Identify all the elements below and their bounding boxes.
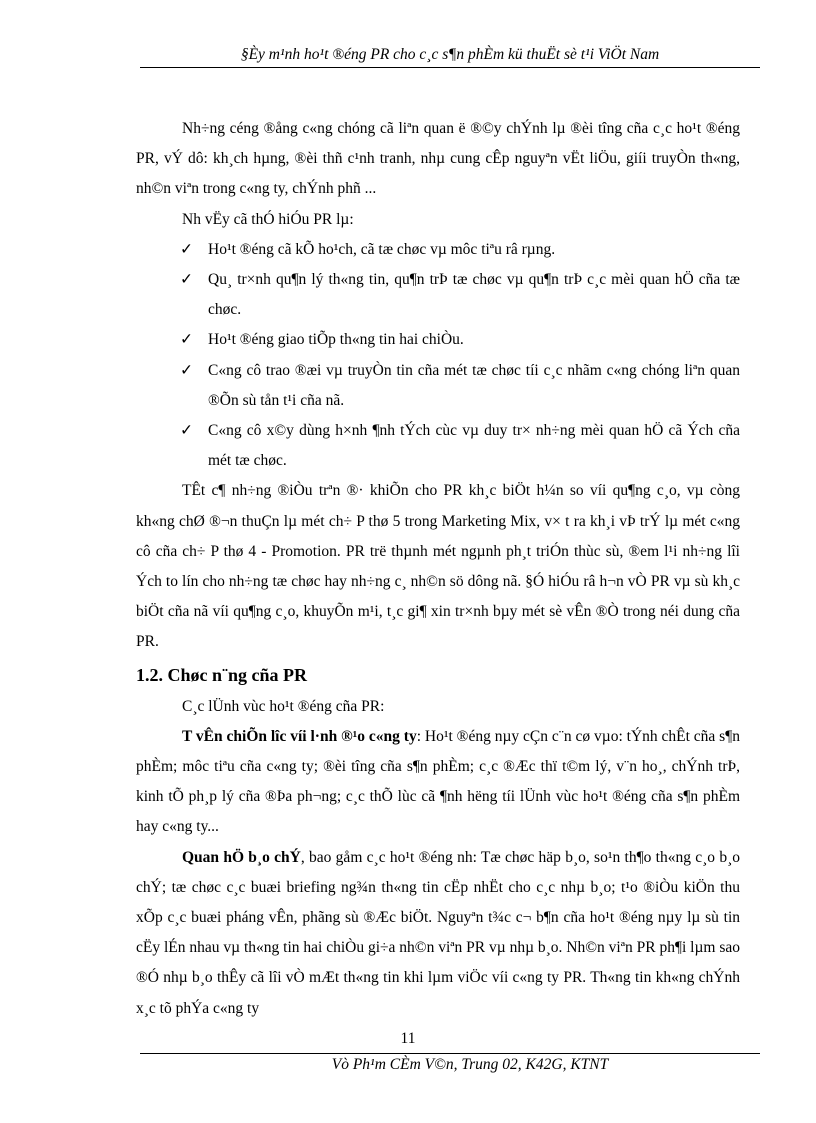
list-item-text: C«ng cô x©y dùng h×nh ¶nh tÝch cùc vµ duy tr× nh÷ng mèi quan hÖ cã Ých cña mét tæ chøc. [208, 422, 740, 470]
paragraph: TÊt c¶ nh÷ng ®iÒu trªn ®· khiÕn cho PR kh¸c biÖt h¼n so víi qu¶ng c¸o, vµ còng kh«ng chØ ®¬n thuÇn lµ mét ch÷ P thø 5 trong Marketing Mix, v× t ra kh¸i vÞ trÝ lµ mét c«ng cô cña ch÷ P thø 4 - Promotion. PR trë thµnh mét ngµnh ph¸t triÓn thùc sù, ®em l¹i nh÷ng lîi Ých to lín cho nh÷ng tæ chøc hay nh÷ng c¸ nh©n sö dông nã. §Ó hiÓu râ h¬n vÒ PR vµ sù kh¸c biÖt cña nã víi qu¶ng c¸o, khuyÕn m¹i, t¸c gi¶ xin tr×nh bµy mét sè vÊn ®Ò trong néi dung cña PR. [136, 482, 740, 651]
list-item-text: Qu¸ tr×nh qu¶n lý th«ng tin, qu¶n trÞ tæ chøc vµ qu¶n trÞ c¸c mèi quan hÖ cña tæ chøc. [208, 271, 740, 319]
list-item [180, 416, 740, 476]
list-item [180, 235, 740, 265]
bold-term: Quan hÖ b¸o chÝ [182, 848, 301, 866]
list-item [180, 265, 740, 325]
paragraph [136, 843, 740, 1024]
footer-rule [140, 1053, 760, 1054]
paragraph-text: , bao gåm c¸c ho¹t ®éng nh: Tæ chøc häp b¸o, so¹n th¶o th«ng c¸o b¸o chÝ; tæ chøc c¸c buæi briefing ng¾n th«ng tin cËp nhËt cho c¸c nhµ b¸o; t¹o ®iÒu kiÖn thu xÕp c¸c buæi pháng vÊn, phãng sù ®Æc biÖt. Nguyªn t¾c c¬ b¶n cña ho¹t ®éng nµy lµ sù tin cËy lÉn nhau vµ th«ng tin hai chiÒu gi÷a nh©n viªn PR vµ nhµ b¸o. Nh©n viªn PR ph¶i lµm sao ®Ó nhµ b¸o thÊy cã lîi vÒ mÆt th«ng tin khi lµm viÖc víi c«ng ty PR. Th«ng tin kh«ng chÝnh x¸c tõ phÝa c«ng ty [136, 848, 741, 1017]
paragraph: Nh÷ng céng ®ång c«ng chóng cã liªn quan ë ®©y chÝnh lµ ®èi tîng cña c¸c ho¹t ®éng PR, vÝ dô: kh¸ch hµng, ®èi thñ c¹nh tranh, nhµ cung cÊp nguyªn vËt liÖu, giíi truyÒn th«ng, nh©n viªn trong c«ng ty, chÝnh phñ ... [136, 120, 740, 198]
paragraph: Nh vËy cã thÓ hiÓu PR lµ: [182, 210, 354, 228]
checkmark-icon: ✓ [180, 422, 193, 440]
checkmark-icon: ✓ [180, 240, 193, 258]
paragraph [136, 722, 740, 843]
list-item-text: Ho¹t ®éng giao tiÕp th«ng tin hai chiÒu. [208, 331, 464, 349]
section-heading: 1.2. Chøc n¨ng cña PR [136, 664, 308, 685]
checkmark-icon: ✓ [180, 271, 193, 289]
checkmark-icon: ✓ [180, 331, 193, 349]
paragraph: C¸c lÜnh vùc ho¹t ®éng cña PR: [182, 697, 385, 715]
page-number: 11 [400, 1030, 416, 1047]
running-footer: Vò Ph¹m CÈm V©n, Trung 02, K42G, KTNT [331, 1056, 609, 1073]
bold-term: T vÊn chiÕn lîc víi l·nh ®¹o c«ng ty [182, 727, 417, 745]
list-item [180, 356, 740, 416]
header-rule [140, 67, 760, 68]
list-item-text: C«ng cô trao ®æi vµ truyÒn tin cña mét tæ chøc tíi c¸c nhãm c«ng chóng liªn quan ®Õn sù tån t¹i cña nã. [208, 361, 740, 409]
checklist [136, 235, 740, 477]
paragraph-text: : Ho¹t ®éng nµy cÇn c¨n cø vµo: tÝnh chÊt cña s¶n phÈm; môc tiªu cña c«ng ty; ®èi tîng cña s¶n phÈm; c¸c ®Æc thï t©m lý, v¨n ho¸, chÝnh trÞ, kinh tÕ ph¸p lý cña ®Þa ph¬ng; c¸c thÕ lùc cã ¶nh hëng tíi lÜnh vùc ho¹t ®éng cña s¶n phÈm hay c«ng ty... [136, 727, 740, 836]
list-item-text: Ho¹t ®éng cã kÕ ho¹ch, cã tæ chøc vµ môc tiªu râ rµng. [208, 240, 556, 258]
document-body [136, 114, 740, 1024]
list-item [180, 325, 740, 355]
checkmark-icon: ✓ [180, 361, 193, 379]
running-header: §Èy m¹nh ho¹t ®éng PR cho c¸c s¶n phÈm kü thuËt sè t¹i ViÖt Nam [240, 46, 660, 63]
